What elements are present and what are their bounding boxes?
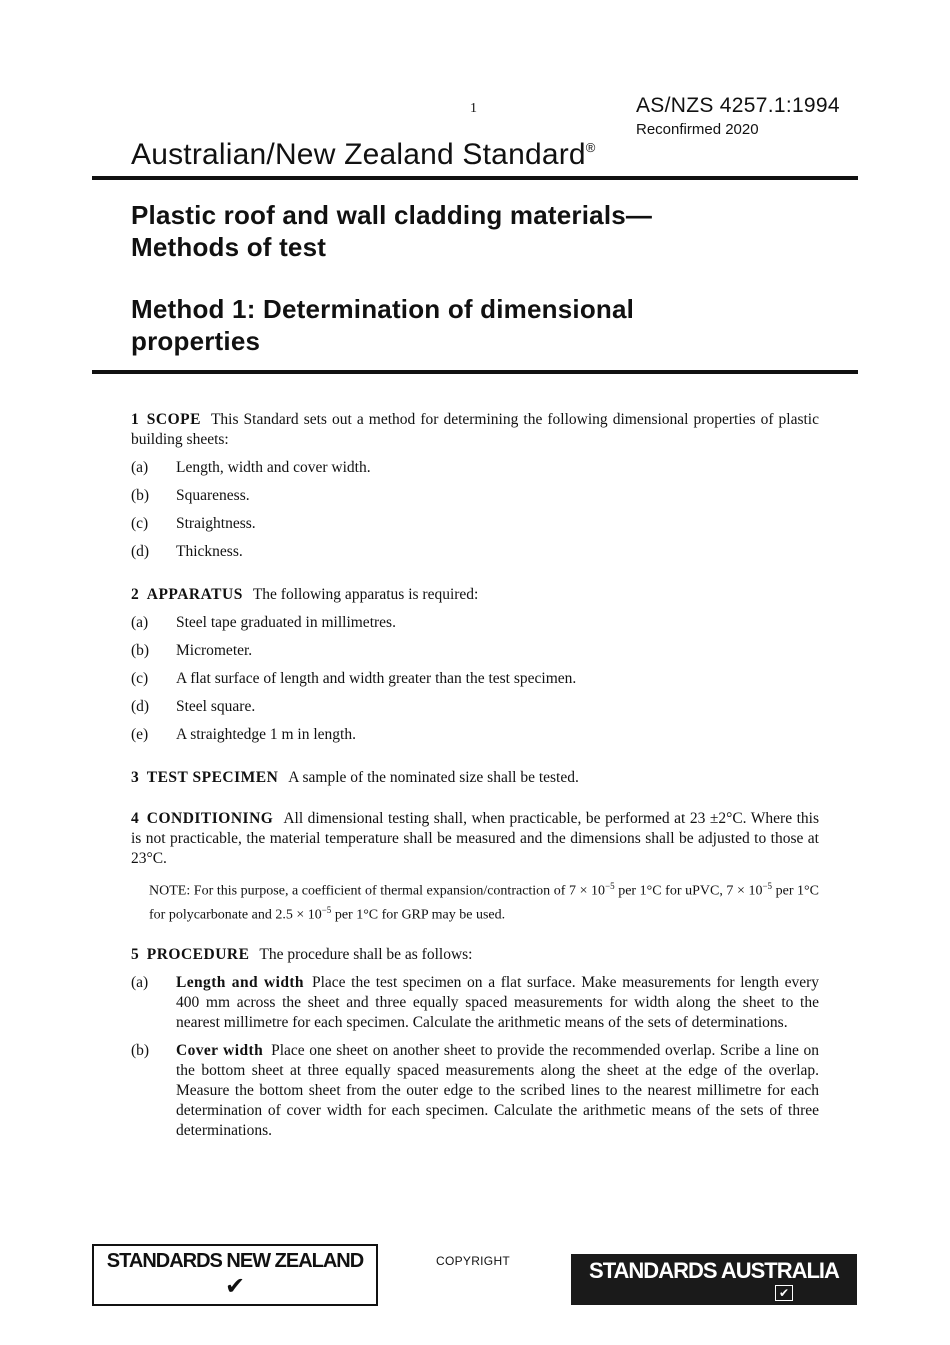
document-title-line2: Methods of test	[131, 232, 327, 262]
list-item-text: Straightness.	[176, 515, 256, 532]
section-heading: CONDITIONING	[146, 810, 274, 827]
list-item-text: Steel square.	[176, 698, 256, 715]
list-item	[131, 542, 819, 562]
test-specimen-paragraph	[131, 768, 819, 788]
list-item-label: (a)	[131, 459, 149, 476]
list-item-label: (b)	[131, 642, 150, 659]
copyright-label: COPYRIGHT	[436, 1254, 511, 1268]
section-text: The procedure shall be as follows:	[259, 946, 473, 964]
note-exponent: −5	[762, 881, 773, 891]
check-box-icon: ✔	[775, 1285, 793, 1301]
method-title-line1: Method 1: Determination of dimensional	[131, 294, 635, 324]
section-text: A sample of the nominated size shall be tested.	[288, 769, 579, 786]
note-text: per 1°C for polycarbonate and 2.5 × 10	[149, 883, 819, 923]
series-title-text: Australian/New Zealand Standard	[131, 138, 586, 171]
procedure-item	[131, 973, 819, 1033]
section-number: 1	[131, 411, 139, 428]
list-item-text: Length, width and cover width.	[176, 459, 371, 476]
list-item	[131, 458, 819, 478]
conditioning-note	[149, 877, 819, 924]
section-number: 2	[131, 586, 139, 603]
section-number: 5	[131, 946, 139, 964]
au-logo-text: STANDARDS AUSTRALIA	[589, 1258, 839, 1283]
procedure-item-body: Place one sheet on another sheet to provide the recommended overlap. Scribe a line on the bottom sheet at three equally spaced measurements along the sheet at the edge of the overlap. Measure the bottom sheet from the outer edge to the scribed lines to the nearest millimetre for each determination of cover width for each specimen. Calculate the arithmetic means of the sets of three determinations.	[176, 1042, 819, 1140]
document-title	[131, 199, 831, 263]
title-divider	[92, 370, 858, 374]
list-item-text: A straightedge 1 m in length.	[176, 726, 356, 743]
note-text: NOTE: For this purpose, a coefficient of thermal expansion/contraction of 7 × 10	[149, 883, 606, 899]
list-item-text: Micrometer.	[176, 642, 253, 659]
section-heading: APPARATUS	[146, 586, 243, 603]
section-text: The following apparatus is required:	[252, 586, 479, 603]
list-item-label: (d)	[131, 698, 150, 715]
list-item	[131, 514, 819, 534]
standards-new-zealand-logo	[92, 1244, 378, 1306]
procedure-item-heading: Length and width	[176, 974, 304, 992]
procedure-item-heading: Cover width	[176, 1042, 264, 1060]
list-item-text: Steel tape graduated in millimetres.	[176, 614, 396, 631]
list-item-text: A flat surface of length and width greater than the test specimen.	[176, 670, 577, 687]
list-item	[131, 725, 819, 745]
document-title-line1: Plastic roof and wall cladding materials—	[131, 200, 653, 230]
list-item-label: (c)	[131, 515, 149, 532]
page-number: 1	[470, 101, 477, 116]
list-item-label: (b)	[131, 1042, 150, 1060]
note-text: per 1°C for GRP may be used.	[331, 907, 506, 923]
list-item-text: Squareness.	[176, 487, 250, 504]
series-title	[131, 138, 596, 172]
section-number: 4	[131, 810, 139, 827]
list-item-label: (d)	[131, 543, 150, 560]
list-item	[131, 669, 819, 689]
procedure-item	[131, 1041, 819, 1141]
method-title	[131, 293, 831, 357]
list-item-label: (e)	[131, 726, 149, 743]
nz-logo-text: STANDARDS NEW ZEALAND	[106, 1250, 364, 1272]
registered-mark: ®	[585, 140, 596, 155]
note-text: per 1°C for uPVC, 7 × 10	[614, 883, 763, 899]
standard-number: AS/NZS 4257.1:1994	[636, 94, 840, 117]
apparatus-paragraph	[131, 585, 819, 605]
list-item-label: (b)	[131, 487, 150, 504]
section-text: This Standard sets out a method for determining the following dimensional properties of plastic building sheets:	[131, 411, 819, 448]
list-item-text: Thickness.	[176, 543, 243, 560]
conditioning-paragraph	[131, 809, 819, 869]
list-item	[131, 486, 819, 506]
method-title-line2: properties	[131, 326, 261, 356]
section-heading: TEST SPECIMEN	[146, 769, 279, 786]
note-exponent: −5	[605, 881, 615, 891]
list-item	[131, 613, 819, 633]
top-divider	[92, 176, 858, 180]
reconfirmed-label: Reconfirmed 2020	[636, 121, 759, 138]
procedure-item-text	[176, 973, 819, 1033]
procedure-paragraph	[131, 945, 819, 965]
section-heading: PROCEDURE	[146, 946, 250, 964]
note-exponent: −5	[321, 904, 332, 915]
list-item	[131, 697, 819, 717]
list-item	[131, 641, 819, 661]
check-mark-icon: ✔	[224, 1274, 246, 1300]
section-number: 3	[131, 769, 139, 786]
section-text: All dimensional testing shall, when practicable, be performed at 23 ±2°C. Where this is not practicable, the material temperature shall be measured and the dimensions shall be adjusted to those at 23°C.	[131, 810, 819, 867]
list-item-label: (c)	[131, 670, 149, 687]
procedure-item-body: Place the test specimen on a flat surface. Make measurements for length every 400 mm across the sheet and three equally spaced measurements for width along the sheet to the nearest millimetre for each specimen. Calculate the arithmetic means of the sets of determinations.	[176, 974, 820, 1032]
list-item-label: (a)	[131, 974, 149, 992]
standards-australia-logo	[571, 1254, 857, 1305]
section-heading: SCOPE	[146, 411, 201, 428]
list-item-label: (a)	[131, 614, 149, 631]
procedure-item-text	[176, 1041, 819, 1141]
scope-paragraph	[131, 410, 819, 450]
document-body	[131, 410, 819, 1141]
